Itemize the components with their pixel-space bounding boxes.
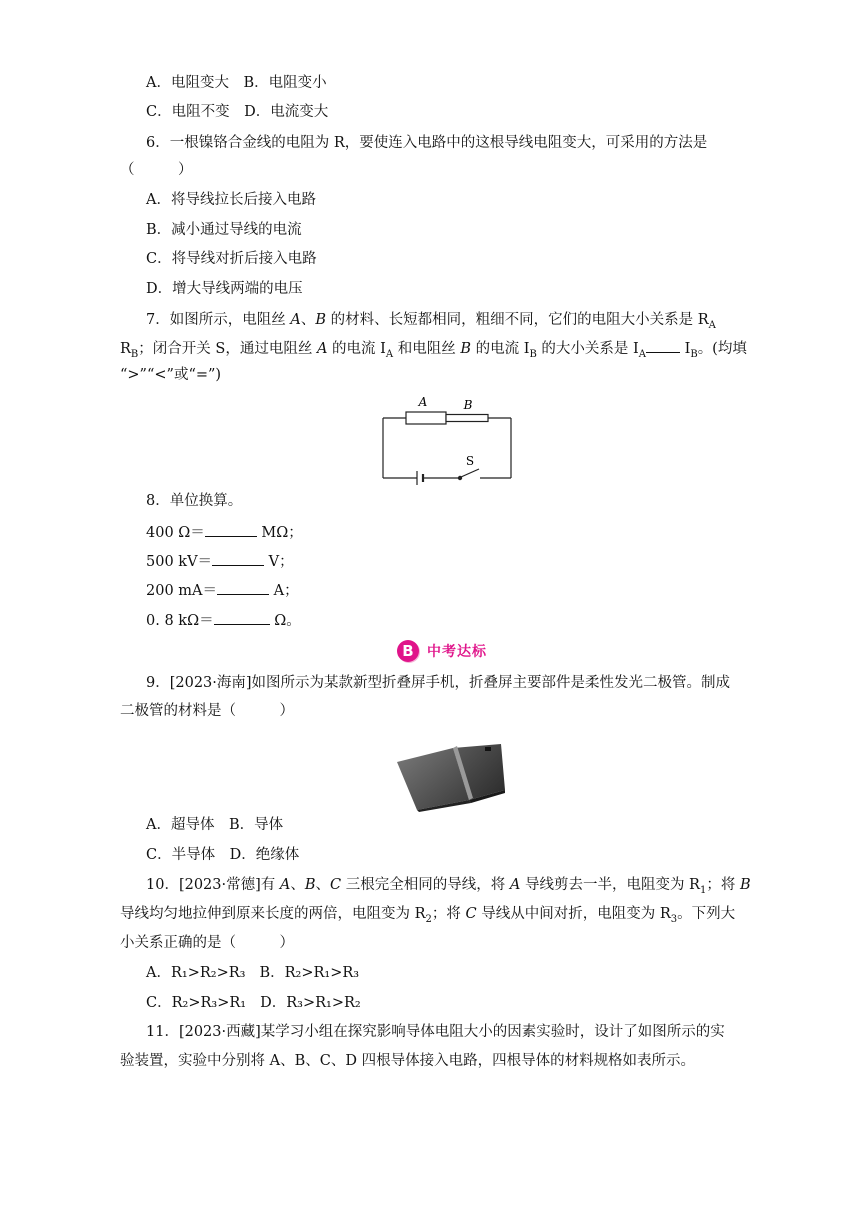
q10-line2: 导线均匀地拉伸到原来长度的两倍，电阻变为 $R_2$；将 C 导线从中间对折，电阻变为 $R_3$。下列大 xyxy=(120,906,736,925)
q7-line1: 7．如图所示，电阻丝 A、B 的材料、长短都相同，粗细不同，它们的电阻大小关系是 $R_A$ xyxy=(146,312,716,331)
q8-line2: 500 kV＝ V； xyxy=(146,551,294,572)
switch-lever xyxy=(461,469,479,477)
q9-line2: 二极管的材料是（ ） xyxy=(120,703,294,719)
q8-blank-4[interactable] xyxy=(214,610,270,625)
q7-line3: “>”“<”或“=”) xyxy=(120,367,222,383)
q10-option-c: C．R₂>R₃>R₁ xyxy=(146,995,247,1011)
q5-option-ab: A．电阻变大 B．电阻变小 xyxy=(146,75,327,91)
q7-answer-blank[interactable] xyxy=(646,338,680,353)
q9-option-cd: C．半导体 D．绝缘体 xyxy=(146,847,300,863)
q11-line2: 验装置，实验中分别将 A、B、C、D 四根导体接入电路，四根导体的材料规格如表所示。 xyxy=(120,1053,696,1069)
q8-line4: 0. 8 kΩ＝ Ω。 xyxy=(146,610,301,631)
section-heading xyxy=(397,640,487,662)
label-b: B xyxy=(463,398,473,412)
q6-option-d: D．增大导线两端的电压 xyxy=(146,281,303,297)
q6-option-a: A．将导线拉长后接入电路 xyxy=(146,192,316,208)
q8-line1: 400 Ω＝ MΩ； xyxy=(146,522,303,543)
q10-line3: 小关系正确的是（ ） xyxy=(120,935,294,951)
q9-option-ab: A．超导体 B．导体 xyxy=(146,817,284,833)
label-a: A xyxy=(418,395,428,409)
q8-line3: 200 mA＝ A； xyxy=(146,580,299,601)
q8-blank-3[interactable] xyxy=(217,580,269,595)
q11-line1: 11．[2023·西藏]某学习小组在探究影响导体电阻大小的因素实验时，设计了如图所示的实 xyxy=(146,1024,725,1040)
section-badge: B xyxy=(397,640,419,662)
q10-options-cd xyxy=(146,993,361,1013)
q10-option-b: B．R₂>R₁>R₃ xyxy=(259,965,360,981)
folding-phone-image xyxy=(395,740,507,812)
q10-line1: 10．[2023·常德]有 A、B、C 三根完全相同的导线，将 A 导线剪去一半，电阻变为 $R_1$；将 B xyxy=(146,877,751,896)
q6-stem: 6．一根镍铬合金线的电阻为 R，要使连入电路中的这根导线电阻变大，可采用的方法是 xyxy=(146,135,708,151)
circuit-diagram xyxy=(380,390,520,486)
q7-line2: $R_B$；闭合开关 S，通过电阻丝 A 的电流 $I_A$ 和电阻丝 B 的电流 $I_B$ 的大小关系是 $I_A$ $I_B$。(均填 xyxy=(120,338,747,365)
q6-option-b: B．减小通过导线的电流 xyxy=(146,222,302,238)
resistor-a xyxy=(406,412,446,424)
q8-blank-2[interactable] xyxy=(212,551,264,566)
label-s: S xyxy=(465,454,475,468)
q8-blank-1[interactable] xyxy=(205,522,257,537)
q8-stem: 8．单位换算。 xyxy=(146,493,243,509)
q10-options-ab xyxy=(146,963,359,983)
q9-line1: 9．[2023·海南]如图所示为某款新型折叠屏手机，折叠屏主要部件是柔性发光二极管。制成 xyxy=(146,675,731,691)
q5-option-cd: C．电阻不变 D．电流变大 xyxy=(146,104,329,120)
q6-paren: （ ） xyxy=(120,162,193,178)
section-title: 中考达标 xyxy=(427,644,487,660)
q10-option-a: A．R₁>R₂>R₃ xyxy=(146,965,246,981)
resistor-b xyxy=(446,415,488,422)
q6-option-c: C．将导线对折后接入电路 xyxy=(146,251,317,267)
q10-option-d: D．R₃>R₁>R₂ xyxy=(260,995,361,1011)
